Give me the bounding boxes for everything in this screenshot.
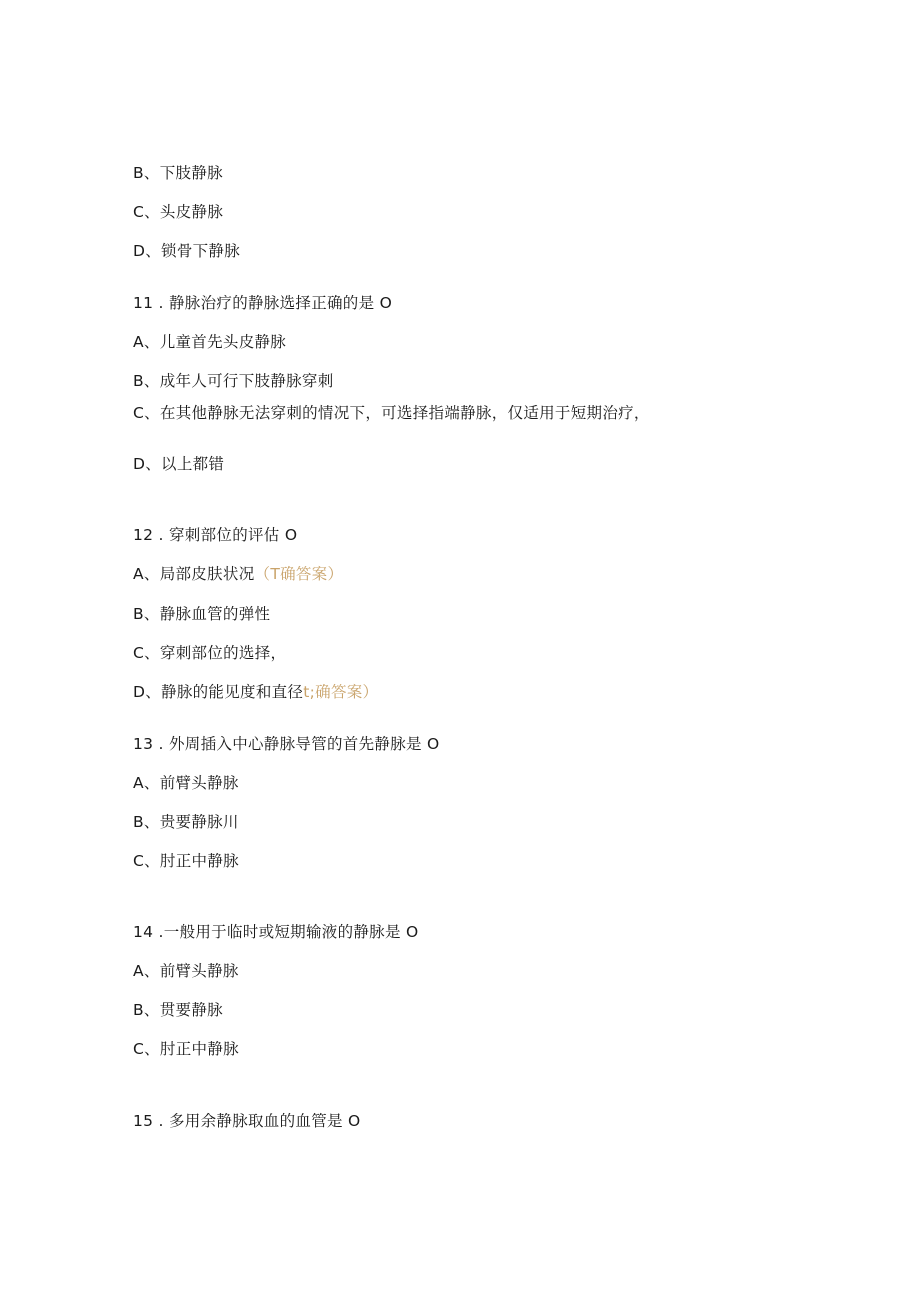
q10-option-b: B、下肢静脉 (133, 164, 223, 182)
q10-option-c: C、头皮静脉 (133, 203, 224, 221)
q11-option-c: C、在其他静脉无法穿刺的情况下，可选择指端静脉，仅适用于短期治疗， (133, 404, 650, 422)
q12-option-c-text: C、穿刺部位的选择， (133, 644, 287, 662)
q12-option-d (133, 682, 378, 702)
q13-stem: 13 . 外周插入中心静脉导管的首先静脉是 O (133, 735, 440, 753)
q14-option-a: A、前臂头静脉 (133, 962, 239, 980)
q12-option-d-text: D、静脉的能见度和直径 (133, 683, 304, 701)
q12-option-b (133, 604, 270, 624)
q12-stem: 12 . 穿刺部位的评估 O (133, 526, 298, 544)
q12-option-a-text: A、局部皮肤状况 (133, 565, 255, 583)
q14-stem: 14 .一般用于临时或短期输液的静脉是 O (133, 923, 419, 941)
q12-option-b-text: B、静脉血管的弹性 (133, 605, 271, 623)
q13-option-a: A、前臂头静脉 (133, 774, 239, 792)
q13-option-b: B、贵要静脉川 (133, 813, 239, 831)
q11-stem: 11 . 静脉治疗的静脉选择正确的是 O (133, 294, 393, 312)
q14-option-b: B、贯要静脉 (133, 1001, 223, 1019)
q12-option-c (133, 643, 286, 663)
q13-option-c: C、肘正中静脉 (133, 852, 239, 870)
q10-option-d: D、锁骨下静脉 (133, 242, 241, 260)
q15-stem: 15 . 多用余静脉取血的血管是 O (133, 1112, 361, 1130)
q12-option-a-answer-mark: （T确答案） (254, 565, 344, 583)
q11-option-b: B、成年人可行下肢静脉穿刺 (133, 372, 334, 390)
q14-option-c: C、肘正中静脉 (133, 1040, 239, 1058)
q11-option-a: A、儿童首先头皮静脉 (133, 333, 287, 351)
q12-option-a (133, 564, 343, 584)
q11-option-d: D、以上都错 (133, 455, 225, 473)
q12-option-d-answer-mark: t;确答案） (303, 683, 379, 701)
